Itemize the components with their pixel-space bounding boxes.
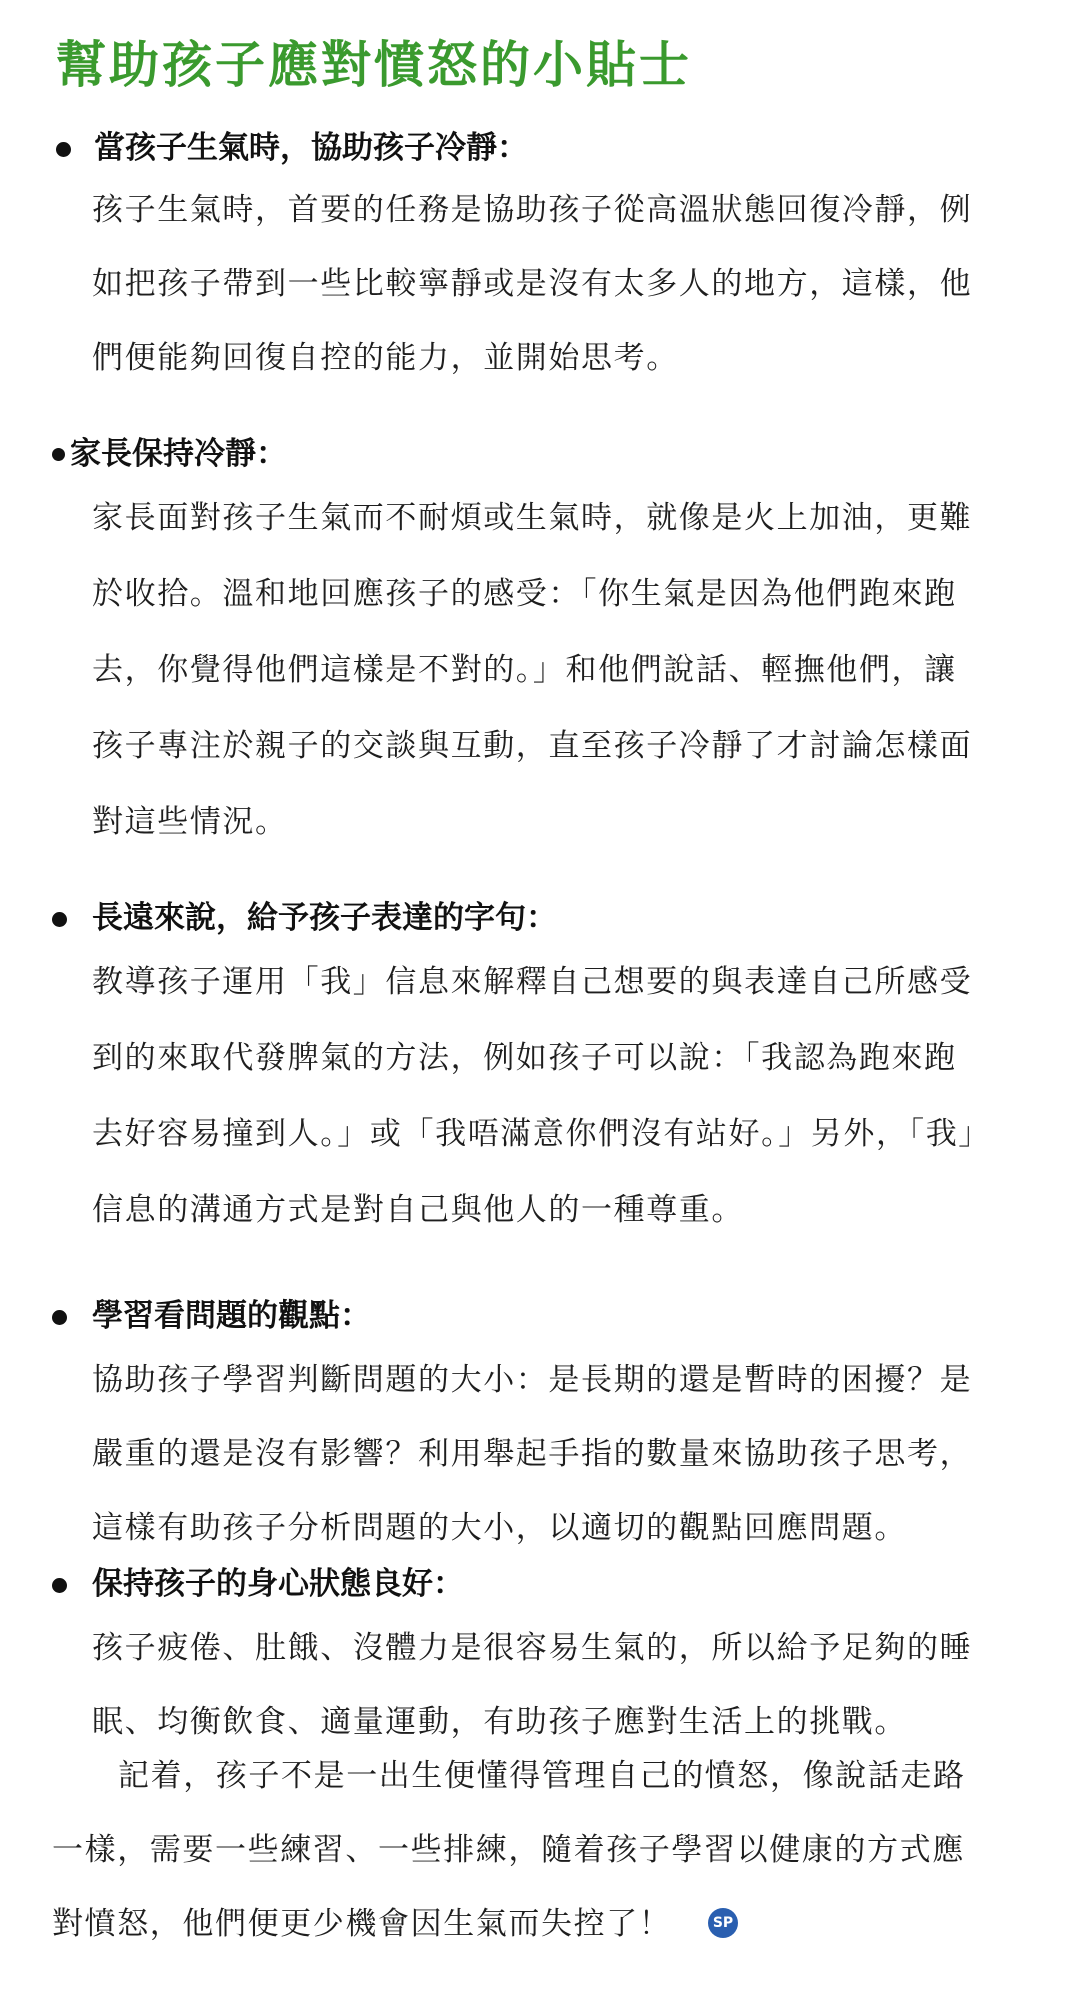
body-line: 對憤怒，他們便更少機會因生氣而失控了！ [52, 1906, 672, 1942]
body-line: 們便能夠回復自控的能力，並開始思考。 [92, 340, 679, 376]
section-heading: 長遠來說，給予孩子表達的字句： [92, 900, 557, 936]
section-heading: 當孩子生氣時，協助孩子冷靜： [94, 130, 528, 166]
body-line: 孩子專注於親子的交談與互動，直至孩子冷靜了才討論怎樣面 [92, 728, 973, 764]
body-line: 於收拾。溫和地回應孩子的感受：「你生氣是因為他們跑來跑 [92, 576, 957, 612]
body-line: 記着，孩子不是一出生便懂得管理自己的憤怒，像說話走路 [118, 1758, 966, 1794]
section-heading: 學習看問題的觀點： [92, 1298, 371, 1334]
bullet-icon [52, 1310, 67, 1325]
bullet-icon [52, 1578, 67, 1593]
bullet-icon [52, 912, 67, 927]
page-title: 幫助孩子應對憤怒的小貼士 [56, 36, 692, 94]
body-line: 如把孩子帶到一些比較寧靜或是沒有太多人的地方，這樣，他 [92, 266, 973, 302]
section-heading: 保持孩子的身心狀態良好： [92, 1566, 464, 1602]
body-line: 孩子生氣時，首要的任務是協助孩子從高溫狀態回復冷靜，例 [92, 192, 973, 228]
body-line: 嚴重的還是沒有影響？利用舉起手指的數量來協助孩子思考， [92, 1436, 973, 1472]
sp-logo-icon: SP [708, 1908, 738, 1938]
body-line: 家長面對孩子生氣而不耐煩或生氣時，就像是火上加油，更難 [92, 500, 973, 536]
body-line: 一樣，需要一些練習、一些排練，隨着孩子學習以健康的方式應 [52, 1832, 965, 1868]
body-line: 去，你覺得他們這樣是不對的。」和他們說話、輕撫他們，讓 [92, 652, 957, 688]
body-line: 教導孩子運用「我」信息來解釋自己想要的與表達自己所感受 [92, 964, 973, 1000]
body-line: 到的來取代發脾氣的方法，例如孩子可以說：「我認為跑來跑 [92, 1040, 957, 1076]
bullet-icon [56, 142, 71, 157]
body-line: 這樣有助孩子分析問題的大小，以適切的觀點回應問題。 [92, 1510, 907, 1546]
body-line: 孩子疲倦、肚餓、沒體力是很容易生氣的，所以給予足夠的睡 [92, 1630, 973, 1666]
body-line: 對這些情況。 [92, 804, 288, 840]
body-line: 眠、均衡飲食、適量運動，有助孩子應對生活上的挑戰。 [92, 1704, 907, 1740]
section-heading: 家長保持冷靜： [70, 436, 287, 472]
bullet-icon [52, 448, 65, 461]
body-line: 信息的溝通方式是對自己與他人的一種尊重。 [92, 1192, 744, 1228]
body-line: 協助孩子學習判斷問題的大小：是長期的還是暫時的困擾？是 [92, 1362, 973, 1398]
body-line: 去好容易撞到人。」或「我唔滿意你們沒有站好。」另外，「我」 [92, 1116, 991, 1152]
